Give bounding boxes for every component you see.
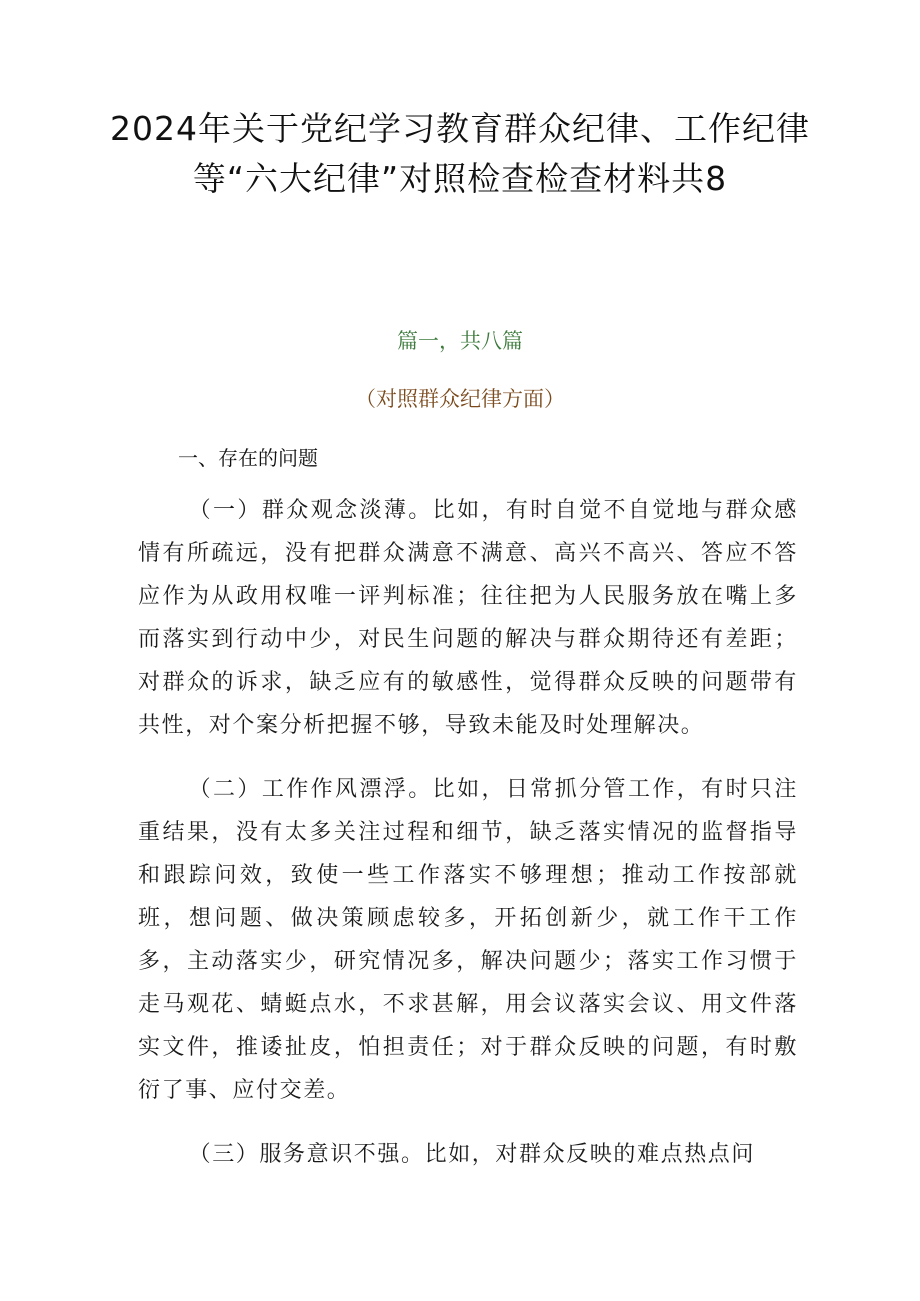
paragraph-3: （三）服务意识不强。比如，对群众反映的难点热点问: [188, 1142, 755, 1167]
aspect-subtitle: （对照群众纪律方面）: [355, 387, 565, 411]
part-subtitle: 篇一，共八篇: [397, 329, 523, 353]
section-heading: 一、存在的问题: [178, 446, 318, 470]
document-title: 2024年关于党纪学习教育群众纪律、工作纪律等“六大纪律”对照检查检查材料共8: [110, 109, 810, 198]
paragraph-1: （一）群众观念淡薄。比如，有时自觉不自觉地与群众感情有所疏远，没有把群众满意不满意、高兴不高兴、答应不答应作为从政用权唯一评判标准；往往把为人民服务放在嘴上多而落实到行动中少，对民生问题的解决与群众期待还有差距；对群众的诉求，缺乏应有的敏感性，觉得群众反映的问题带有共性，对个案分析把握不够，导致未能及时处理解决。: [138, 498, 798, 738]
paragraph-2: （二）工作作风漂浮。比如，日常抓分管工作，有时只注重结果，没有太多关注过程和细节，缺乏落实情况的监督指导和跟踪问效，致使一些工作落实不够理想；推动工作按部就班，想问题、做决策顾虑较多，开拓创新少，就工作干工作多，主动落实少，研究情况多，解决问题少；落实工作习惯于走马观花、蜻蜓点水，不求甚解，用会议落实会议、用文件落实文件，推诿扯皮，怕担责任；对于群众反映的问题，有时敷衍了事、应付交差。: [138, 777, 798, 1103]
